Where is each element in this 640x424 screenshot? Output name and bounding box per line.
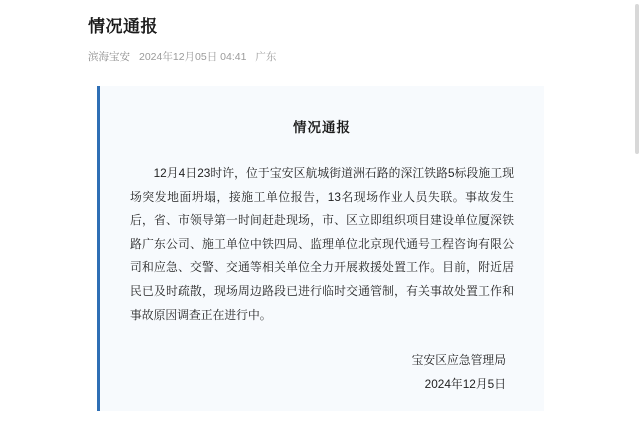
page-scrollbar[interactable] (635, 0, 639, 424)
article-timestamp: 2024年12月05日 04:41 (139, 51, 247, 63)
page-title: 情况通报 (88, 17, 158, 36)
notice-title: 情况通报 (293, 120, 351, 135)
notice-signature (130, 349, 514, 396)
article-header (0, 0, 640, 64)
notice-body: 12月4日23时许，位于宝安区航城街道洲石路的深江铁路5标段施工现场突发地面坍塌，接施工单位报告，13名现场作业人员失联。事故发生后，省、市领导第一时间赶赴现场，市、区立即组织项目建设单位厦深铁路广东公司、施工单位中铁四局、监理单位北京现代通号工程咨询有限公司和应急、交警、交通等相关单位全力开展救援处置工作。目前，附近居民已及时疏散，现场周边路段已进行临时交通管制，有关事故处置工作和事故原因调查正在进行中。 (130, 166, 514, 322)
signature-organization: 宝安区应急管理局 (411, 353, 506, 368)
article-region: 广东 (255, 51, 277, 63)
notice-card (97, 86, 544, 411)
article-meta (0, 49, 640, 64)
notice-card-inner (100, 86, 544, 396)
scrollbar-thumb[interactable] (635, 4, 639, 154)
article-source: 滨海宝安 (88, 51, 130, 63)
signature-date: 2024年12月5日 (424, 376, 506, 391)
